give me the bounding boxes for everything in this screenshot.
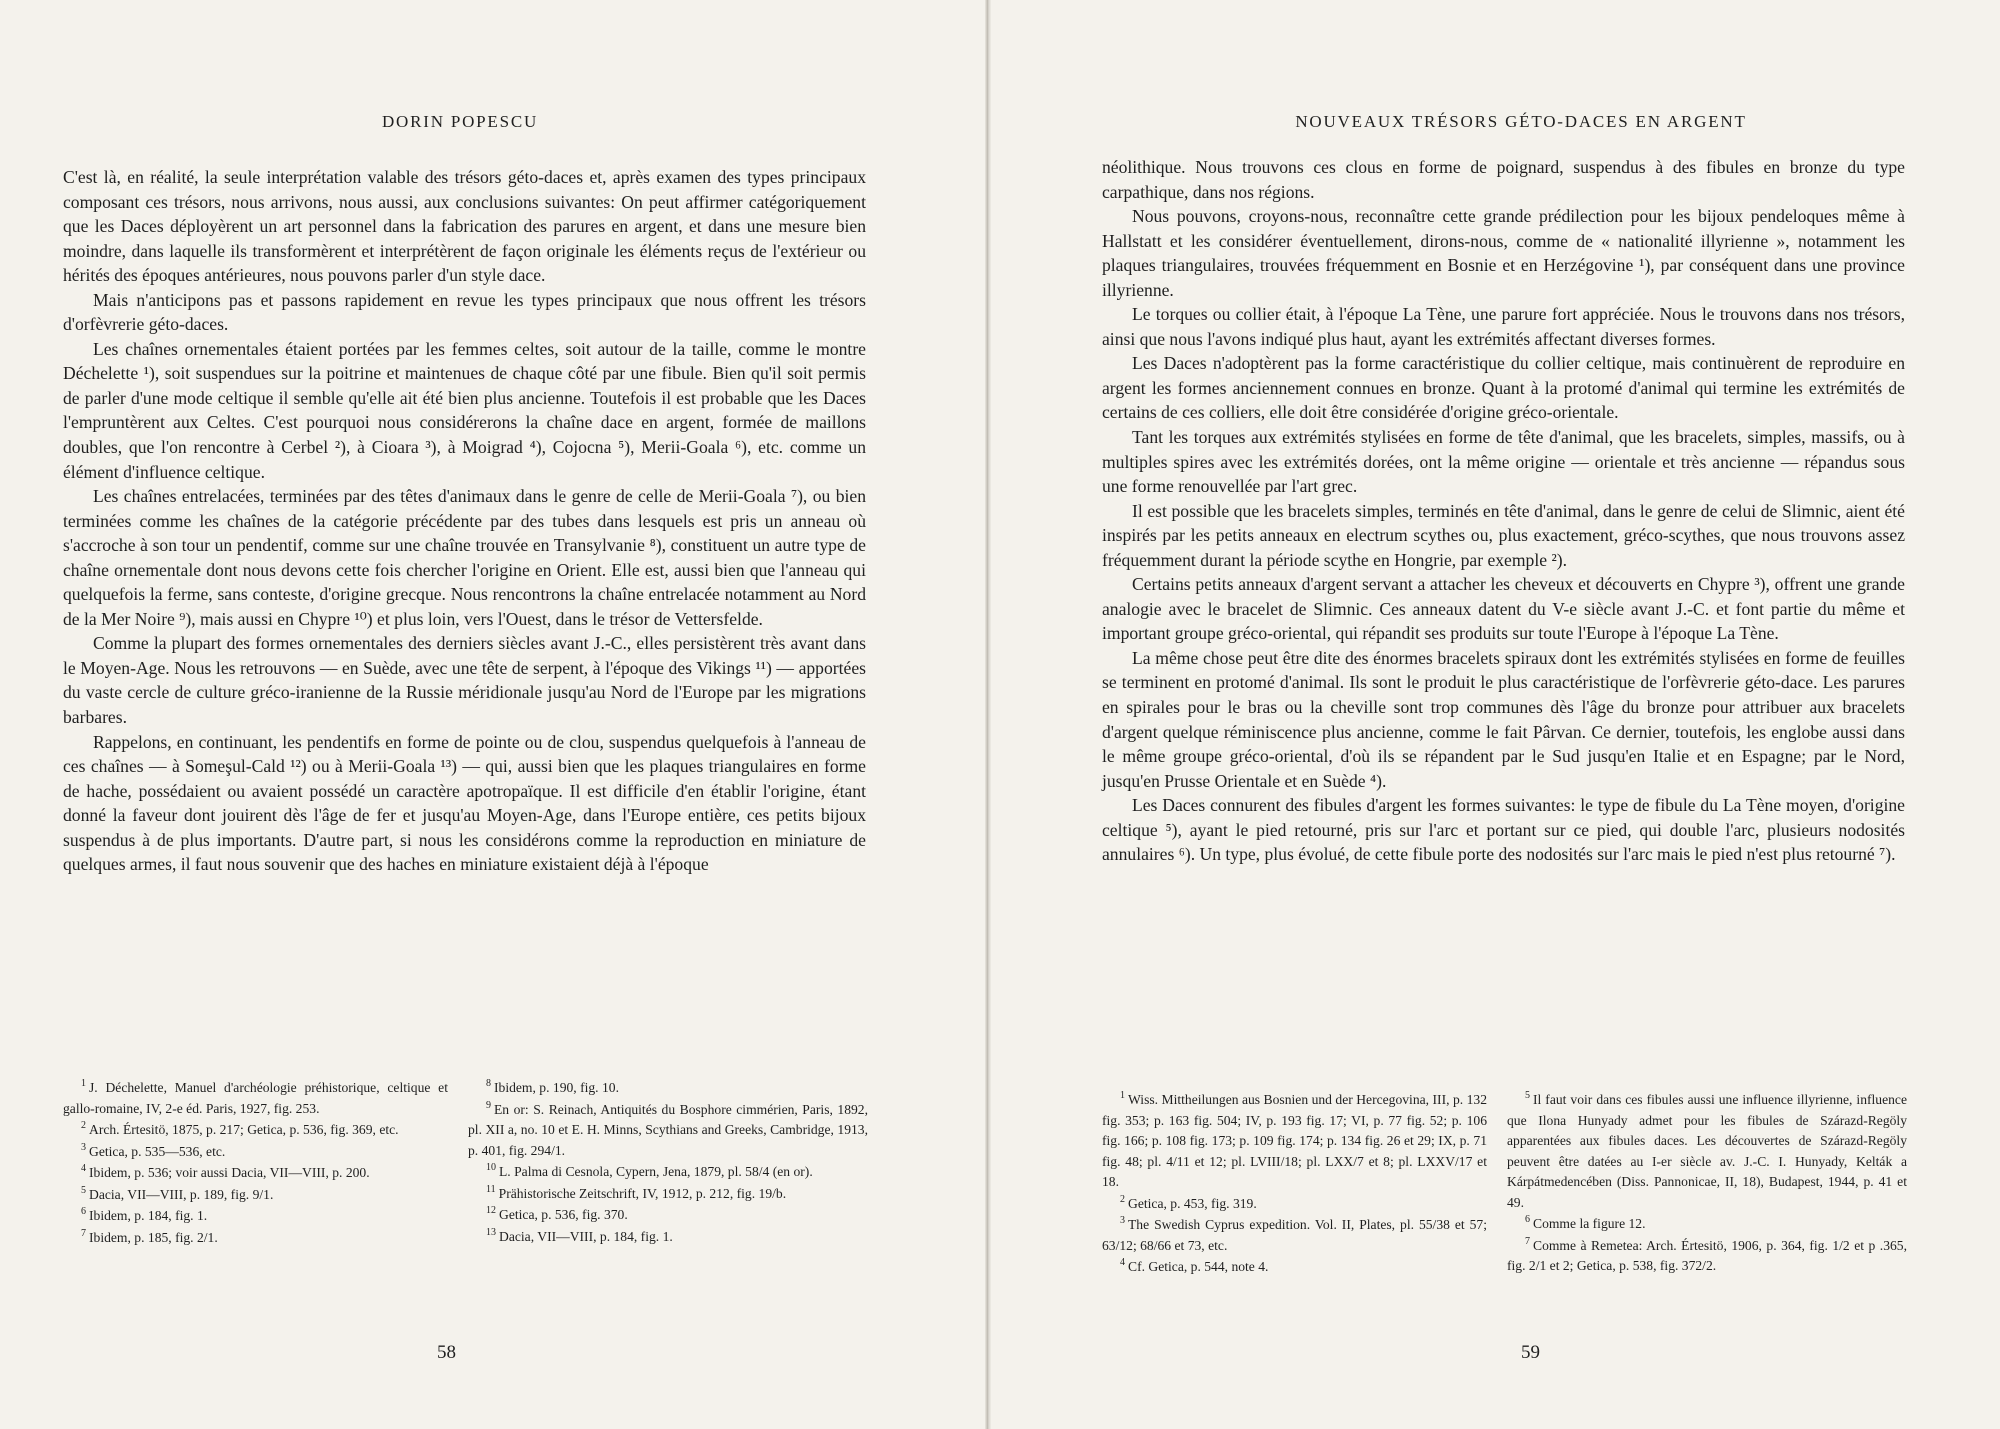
footnote	[468, 1227, 868, 1248]
footnote	[63, 1078, 448, 1119]
footnote	[63, 1228, 448, 1249]
footnote-text: Comme la figure 12.	[1533, 1216, 1646, 1231]
footnote-number: 6	[81, 1206, 86, 1218]
footnote-text: En or: S. Reinach, Antiquités du Bosphore cimmérien, Paris, 1892, pl. XII a, no. 10 et E. H. Minns, Scythians and Greeks, Cambridge, 1913, p. 401, fig. 294/1.	[468, 1101, 868, 1158]
footnote-number: 4	[1120, 1257, 1125, 1269]
footnote-text: The Swedish Cyprus expedition. Vol. II, Plates, pl. 55/38 et 57; 63/12; 68/66 et 73, etc.	[1102, 1217, 1487, 1253]
footnote	[468, 1162, 868, 1183]
footnote-number: 7	[81, 1227, 86, 1239]
footnote-number: 11	[486, 1183, 496, 1195]
footnote-text: Dacia, VII—VIII, p. 184, fig. 1.	[499, 1228, 673, 1244]
footnotes-column	[468, 1078, 868, 1248]
footnote-text: Ibidem, p. 536; voir aussi Dacia, VII—VIII, p. 200.	[89, 1165, 370, 1180]
footnote-number: 1	[81, 1078, 86, 1090]
footnotes-column	[63, 1078, 448, 1249]
paragraph: Les chaînes entrelacées, terminées par des têtes d'animaux dans le genre de celle de Merii-Goala ⁷), ou bien terminées comme les chaînes de la catégorie précédente par des tubes dans lesquels est pris un anneau où s'accroche à son tour un pendentif, comme sur une chaîne trouvée en Transylvanie ⁸), constituent un autre type de chaîne ornementale dont nous devons cette fois chercher l'origine en Orient. Elle est, aussi bien que l'anneau qui quelquefois la ferme, sans conteste, d'origine grecque. Nous rencontrons la chaîne entrelacée notamment au Nord de la Mer Noire ⁹), mais aussi en Chypre ¹⁰) et plus loin, vers l'Ouest, dans le trésor de Vettersfelde.	[63, 486, 866, 629]
right-body-text	[1102, 155, 1905, 867]
footnote	[1102, 1257, 1487, 1278]
footnote	[1102, 1215, 1487, 1256]
footnote-number: 1	[1120, 1090, 1125, 1102]
paragraph: La même chose peut être dite des énormes bracelets spiraux dont les extrémités stylisées en forme de feuilles se terminent en protomé d'animal. Ils sont le produit le plus caractéristique de l'orfèvrerie géto-dace. Les parures en spirales pour le bras ou la cheville sont trop communes dès l'âge du bronze pour attribuer aux bracelets d'argent quelque réminiscence plus ancienne, comme le fait Pârvan. Ce dernier, toutefois, les englobe aussi dans le même groupe gréco-oriental, d'où ils se répandent par le Sud jusqu'en Italie et en Espagne; par le Nord, jusqu'en Prusse Orientale et en Suède ⁴).	[1102, 647, 1905, 791]
right-page	[991, 0, 2000, 1429]
footnote-text: Il faut voir dans ces fibules aussi une influence illyrienne, influence que Ilona Hunyady admet pour les fibules de Szárazd-Regöly apparentées aux fibules daces. Les découvertes de Szárazd-Regöly peuvent être datées au I-er siècle av. J.-C. I. Hunyady, Kelták a Kárpátmedencében (Diss. Pannonicae, II, 18), Budapest, 1944, p. 41 et 49.	[1507, 1092, 1907, 1210]
paragraph: Les Daces connurent des fibules d'argent les formes suivantes: le type de fibule du La Tène moyen, d'origine celtique ⁵), ayant le pied retourné, pris sur l'arc et portant sur ce pied, qui double l'arc, plusieurs nodosités annulaires ⁶). Un type, plus évolué, de cette fibule porte des nodosités sur l'arc mais le pied n'est plus retourné ⁷).	[1102, 795, 1905, 865]
paragraph: Nous pouvons, croyons-nous, reconnaître cette grande prédilection pour les bijoux pendeloques même à Hallstatt et les considérer éventuellement, dirons-nous, comme de « nationalité illyrienne », notamment les plaques triangulaires, trouvées fréquemment en Bosnie et en Herzégovine ¹), par conséquent dans une province illyrienne.	[1102, 206, 1905, 300]
footnote-text: Ibidem, p. 184, fig. 1.	[89, 1208, 208, 1223]
page-number-left: 58	[437, 1342, 456, 1363]
paragraph: Les Daces n'adoptèrent pas la forme caractéristique du collier celtique, mais continuèrent de reproduire en argent les formes anciennement connues en bronze. Quant à la protomé d'animal qui termine les extrémités de certains de ces colliers, elle doit être considérée d'origine gréco-orientale.	[1102, 353, 1905, 423]
footnotes-column	[1507, 1090, 1907, 1278]
running-head-left: DORIN POPESCU	[381, 112, 539, 131]
footnote	[1102, 1090, 1487, 1193]
footnote-text: Arch. Értesitö, 1875, p. 217; Getica, p. 536, fig. 369, etc.	[89, 1122, 399, 1137]
paragraph: Il est possible que les bracelets simples, terminés en tête d'animal, dans le genre de celui de Slimnic, aient été inspirés par les petits anneaux en electrum scythes ou, plus exactement, gréco-scythes, que nous trouvons assez fréquemment durant la période scythe en Hongrie, par exemple ²).	[1102, 500, 1905, 570]
footnote-number: 2	[1120, 1193, 1125, 1205]
paragraph: Tant les torques aux extrémités stylisées en forme de tête d'animal, que les bracelets, simples, massifs, ou à multiples spires avec les extrémités dorées, ont la même origine — orientale et très ancienne — répandus sous une forme renouvellée par l'art grec.	[1102, 427, 1905, 497]
page-number-right: 59	[1521, 1342, 1540, 1363]
footnote-number: 8	[486, 1078, 491, 1090]
footnote-number: 5	[81, 1184, 86, 1196]
footnote-number: 5	[1525, 1090, 1530, 1102]
footnote-number: 3	[1120, 1215, 1125, 1227]
paragraph: Mais n'anticipons pas et passons rapidement en revue les types principaux que nous offrent les trésors d'orfèvrerie géto-daces.	[63, 289, 866, 335]
footnote-number: 6	[1525, 1214, 1530, 1226]
footnote	[468, 1078, 868, 1099]
footnote-text: Dacia, VII—VIII, p. 189, fig. 9/1.	[89, 1186, 274, 1202]
footnote	[468, 1100, 868, 1162]
paragraph: Rappelons, en continuant, les pendentifs en forme de pointe ou de clou, suspendus quelquefois à l'anneau de ces chaînes — à Someşul-Cald ¹²) ou à Merii-Goala ¹³) — qui, aussi bien que les plaques triangulaires en forme de hache, possédaient ou avaient possédé un caractère apotropaïque. Il est difficile d'en établir l'origine, étant donné la faveur dont jouirent dès l'âge de fer et jusqu'au Moyen-Age, dans l'Europe entière, ces petits bijoux suspendus à de plus importants. D'autre part, si nous les considérons comme la reproduction en miniature de quelques armes, il faut nous souvenir que des haches en miniature existaient déjà à l'époque	[63, 731, 866, 875]
running-head-right: NOUVEAUX TRÉSORS GÉTO-DACES EN ARGENT	[1295, 112, 1747, 131]
footnote-text: Getica, p. 536, fig. 370.	[499, 1207, 628, 1222]
footnote-number: 10	[486, 1162, 496, 1174]
left-page	[0, 0, 985, 1429]
footnote	[468, 1205, 868, 1226]
footnote-text: J. Déchelette, Manuel d'archéologie préhistorique, celtique et gallo-romaine, IV, 2-e éd. Paris, 1927, fig. 253.	[63, 1080, 448, 1116]
footnote-number: 4	[81, 1163, 86, 1175]
footnote-text: Comme à Remetea: Arch. Értesitö, 1906, p. 364, fig. 1/2 et p .365, fig. 2/1 et 2; Getica, p. 538, fig. 372/2.	[1507, 1237, 1907, 1273]
footnote-text: Getica, p. 453, fig. 319.	[1128, 1195, 1257, 1211]
paragraph: néolithique. Nous trouvons ces clous en forme de poignard, suspendus à des fibules en bronze du type carpathique, dans nos régions.	[1102, 157, 1905, 202]
footnote	[1507, 1090, 1907, 1213]
paragraph: Les chaînes ornementales étaient portées par les femmes celtes, soit autour de la taille, comme le montre Déchelette ¹), soit suspendues sur la poitrine et maintenues de chaque côté par une fibule. Bien qu'il soit permis de parler d'une mode celtique il semble qu'elle ait été bien plus ancienne. Toutefois il est probable que les Daces l'empruntèrent aux Celtes. C'est pourquoi nous considérerons la chaîne dace en argent, formée de maillons doubles, que l'on rencontre à Cerbel ²), à Cioara ³), à Moigrad ⁴), Cojocna ⁵), Merii-Goala ⁶), etc. comme un élément d'influence celtique.	[63, 338, 866, 482]
footnote-number: 12	[486, 1205, 496, 1217]
footnote-number: 13	[486, 1226, 496, 1238]
footnote-text: Getica, p. 535—536, etc.	[89, 1143, 226, 1159]
footnotes-column	[1102, 1090, 1487, 1279]
footnote-number: 7	[1525, 1235, 1530, 1247]
footnote	[1507, 1236, 1907, 1277]
footnote	[63, 1120, 448, 1141]
paragraph: Le torques ou collier était, à l'époque La Tène, une parure fort appréciée. Nous le trouvons dans nos trésors, ainsi que nous l'avons indiqué plus haut, ayant les extrémités affectant diverses formes.	[1102, 304, 1905, 349]
footnote-number: 2	[81, 1120, 86, 1132]
footnote-number: 3	[81, 1141, 86, 1153]
footnote-text: Cf. Getica, p. 544, note 4.	[1128, 1259, 1269, 1274]
footnote	[468, 1184, 868, 1205]
footnote	[63, 1185, 448, 1206]
paragraph: C'est là, en réalité, la seule interprétation valable des trésors géto-daces et, après examen des types principaux composant ces trésors, nous arrivons, nous aussi, aux conclusions suivantes: On peut affirmer catégoriquement que les Daces déployèrent un art personnel dans la fabrication des parures en argent, et dans une mesure bien moindre, dans laquelle ils transformèrent et interprétèrent de façon originale les éléments reçus de l'extérieur ou hérités des époques antérieures, nous pouvons parler d'un style dace.	[63, 167, 866, 286]
footnote	[1507, 1214, 1907, 1235]
footnote-text: Wiss. Mittheilungen aus Bosnien und der Hercegovina, III, p. 132 fig. 353; p. 163 fig. 504; IV, p. 193 fig. 17; VI, p. 77 fig. 52; p. 106 fig. 166; p. 108 fig. 173; p. 109 fig. 174; p. 134 fig. 26 et 29; IX, p. 71 fig. 48; pl. 4/11 et 12; pl. LVIII/18; pl. LXX/7 et 8; pl. LXXV/17 et 18.	[1102, 1092, 1487, 1189]
footnote	[63, 1142, 448, 1163]
footnote-text: L. Palma di Cesnola, Cypern, Jena, 1879, pl. 58/4 (en or).	[499, 1164, 813, 1179]
footnote	[63, 1206, 448, 1227]
footnote-text: Ibidem, p. 185, fig. 2/1.	[89, 1229, 218, 1245]
footnote-number: 9	[486, 1099, 491, 1111]
left-body-text	[63, 165, 866, 877]
footnote-text: Prähistorische Zeitschrift, IV, 1912, p. 212, fig. 19/b.	[498, 1185, 787, 1201]
footnote	[1102, 1194, 1487, 1215]
paragraph: Certains petits anneaux d'argent servant a attacher les cheveux et découverts en Chypre ³), offrent une grande analogie avec le bracelet de Slimnic. Ces anneaux datent du V-e siècle avant J.-C. et font partie du même et important groupe gréco-oriental, qui répandit ses produits sur toute l'Europe à l'époque La Tène.	[1102, 574, 1905, 644]
footnote-text: Ibidem, p. 190, fig. 10.	[494, 1080, 619, 1095]
paragraph: Comme la plupart des formes ornementales des derniers siècles avant J.-C., elles persistèrent très avant dans le Moyen-Age. Nous les retrouvons — en Suède, avec une tête de serpent, à l'époque des Vikings ¹¹) — apportées du vaste cercle de culture gréco-iranienne de la Russie méridionale jusqu'au Nord de l'Europe par les migrations barbares.	[63, 633, 866, 728]
footnote	[63, 1163, 448, 1184]
